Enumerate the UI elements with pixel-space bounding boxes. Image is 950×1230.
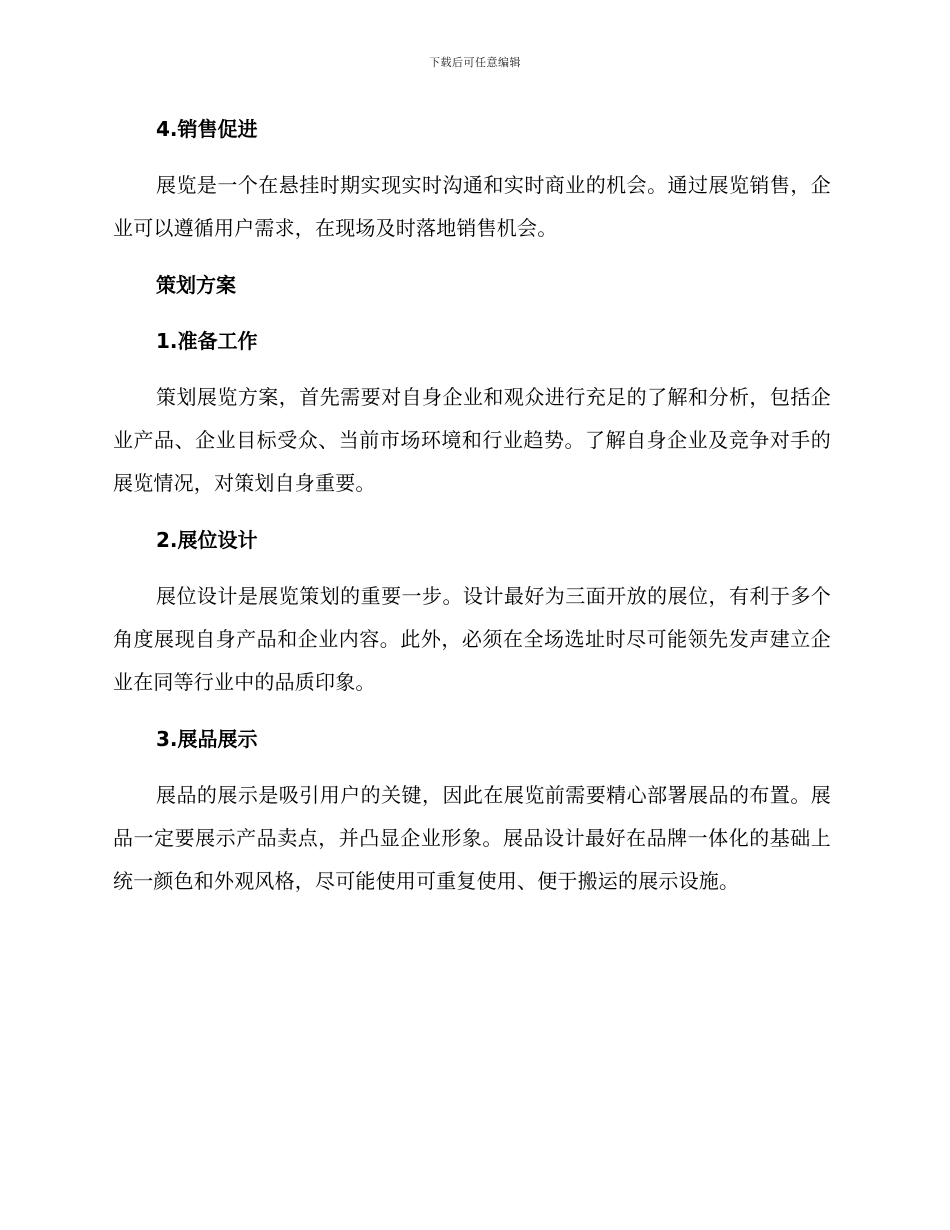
page-header: 下载后可任意编辑: [429, 56, 521, 69]
section-heading-exhibit-display: 3.展品展示: [156, 727, 258, 751]
paragraph-preparation: 策划展览方案，首先需要对自身企业和观众进行充足的了解和分析，包括企业产品、企业目标受众、当前市场环境和行业趋势。了解自身企业及竞争对手的展览情况，对策划自身重要。: [113, 385, 831, 495]
document-body: [113, 108, 831, 903]
section-heading-preparation: 1.准备工作: [156, 329, 258, 353]
paragraph-sales-promotion: 展览是一个在悬挂时期实现实时沟通和实时商业的机会。通过展览销售，企业可以遵循用户需求，在现场及时落地销售机会。: [113, 173, 831, 240]
section-heading-booth-design: 2.展位设计: [156, 528, 258, 552]
section-heading-sales-promotion: 4.销售促进: [156, 117, 258, 141]
paragraph-booth-design: 展位设计是展览策划的重要一步。设计最好为三面开放的展位，有利于多个角度展现自身产品和企业内容。此外，必须在全场选址时尽可能领先发声建立企业在同等行业中的品质印象。: [113, 584, 831, 694]
paragraph-exhibit-display: 展品的展示是吸引用户的关键，因此在展览前需要精心部署展品的布置。展品一定要展示产品卖点，并凸显企业形象。展品设计最好在品牌一体化的基础上统一颜色和外观风格，尽可能使用可重复使用、便于搬运的展示设施。: [113, 783, 831, 893]
section-heading-plan: 策划方案: [156, 273, 236, 297]
